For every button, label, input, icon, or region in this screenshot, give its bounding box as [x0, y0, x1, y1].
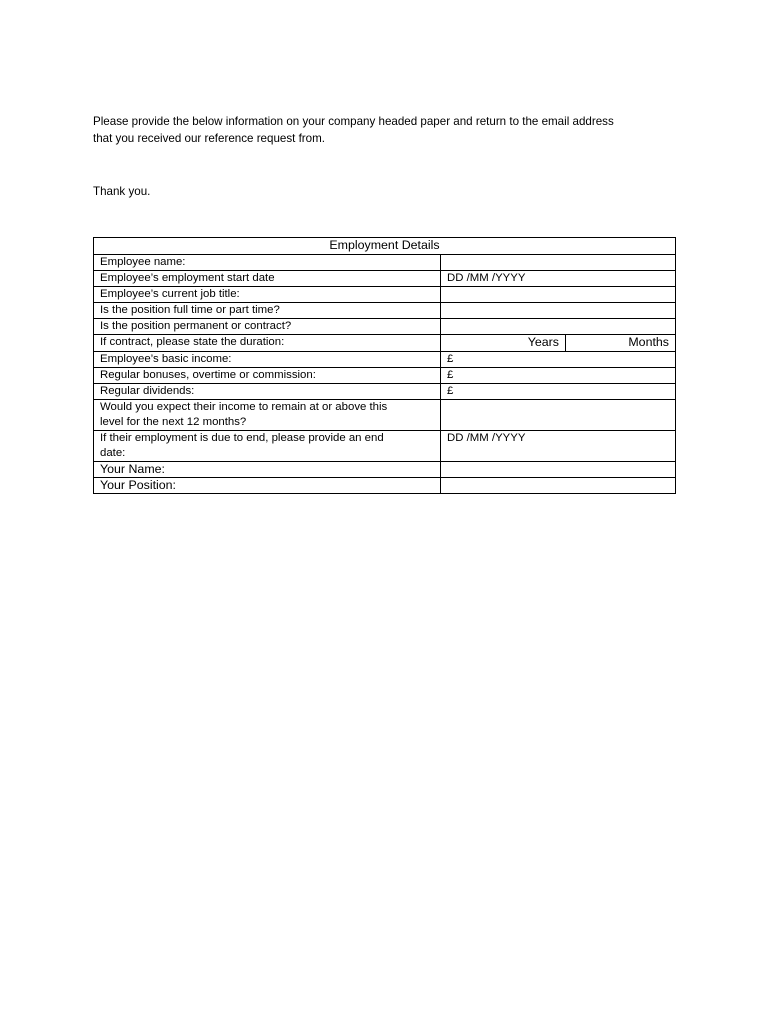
table-row: [94, 384, 676, 400]
row-label-bonuses: Regular bonuses, overtime or commission:: [94, 368, 441, 384]
permanent-contract-field[interactable]: [441, 319, 676, 335]
employee-name-field[interactable]: [441, 255, 676, 271]
row-label-dividends: Regular dividends:: [94, 384, 441, 400]
table-title: Employment Details: [94, 238, 676, 255]
duration-years-field[interactable]: Years: [441, 335, 566, 351]
row-label-basic-income: Employee’s basic income:: [94, 352, 441, 368]
your-name-field[interactable]: [441, 462, 676, 478]
end-date-field[interactable]: DD /MM /YYYY: [441, 431, 676, 462]
row-label-job-title: Employee’s current job title:: [94, 287, 441, 303]
row-label-your-position: Your Position:: [94, 478, 441, 494]
row-label-employee-name: Employee name:: [94, 255, 441, 271]
contract-duration-cell: [441, 335, 676, 352]
row-label-your-name: Your Name:: [94, 462, 441, 478]
table-row: [94, 303, 676, 319]
row-label-income-expectation: [94, 400, 441, 431]
intro-paragraph: [93, 113, 693, 147]
intro-line-1: Please provide the below information on your company headed paper and return to the email address: [93, 115, 614, 128]
table-row: [94, 335, 676, 352]
table-row: [94, 478, 676, 494]
duration-months-field[interactable]: Months: [628, 335, 669, 349]
row-label-end-date: [94, 431, 441, 462]
table-row: [94, 431, 676, 462]
thank-you-text: Thank you.: [93, 185, 151, 198]
intro-line-2: that you received our reference request from.: [93, 132, 325, 145]
row-label-contract-duration: If contract, please state the duration:: [94, 335, 441, 352]
table-row: [94, 400, 676, 431]
basic-income-field[interactable]: £: [441, 352, 676, 368]
table-row: [94, 368, 676, 384]
dividends-field[interactable]: £: [441, 384, 676, 400]
employment-details-table: [93, 237, 676, 494]
income-expectation-line-1: Would you expect their income to remain at or above this: [100, 401, 388, 413]
table-row: [94, 352, 676, 368]
row-label-permanent-contract: Is the position permanent or contract?: [94, 319, 441, 335]
full-part-time-field[interactable]: [441, 303, 676, 319]
your-position-field[interactable]: [441, 478, 676, 494]
job-title-field[interactable]: [441, 287, 676, 303]
table-row: [94, 255, 676, 271]
table-row: [94, 271, 676, 287]
income-expectation-field[interactable]: [441, 400, 676, 431]
bonuses-field[interactable]: £: [441, 368, 676, 384]
end-date-line-1: If their employment is due to end, please provide an end: [100, 432, 384, 444]
row-label-start-date: Employee’s employment start date: [94, 271, 441, 287]
table-row: [94, 462, 676, 478]
table-row: [94, 287, 676, 303]
table-row: [94, 319, 676, 335]
end-date-line-2: date:: [100, 447, 126, 459]
income-expectation-line-2: level for the next 12 months?: [100, 416, 247, 428]
row-label-full-part-time: Is the position full time or part time?: [94, 303, 441, 319]
start-date-field[interactable]: DD /MM /YYYY: [441, 271, 676, 287]
